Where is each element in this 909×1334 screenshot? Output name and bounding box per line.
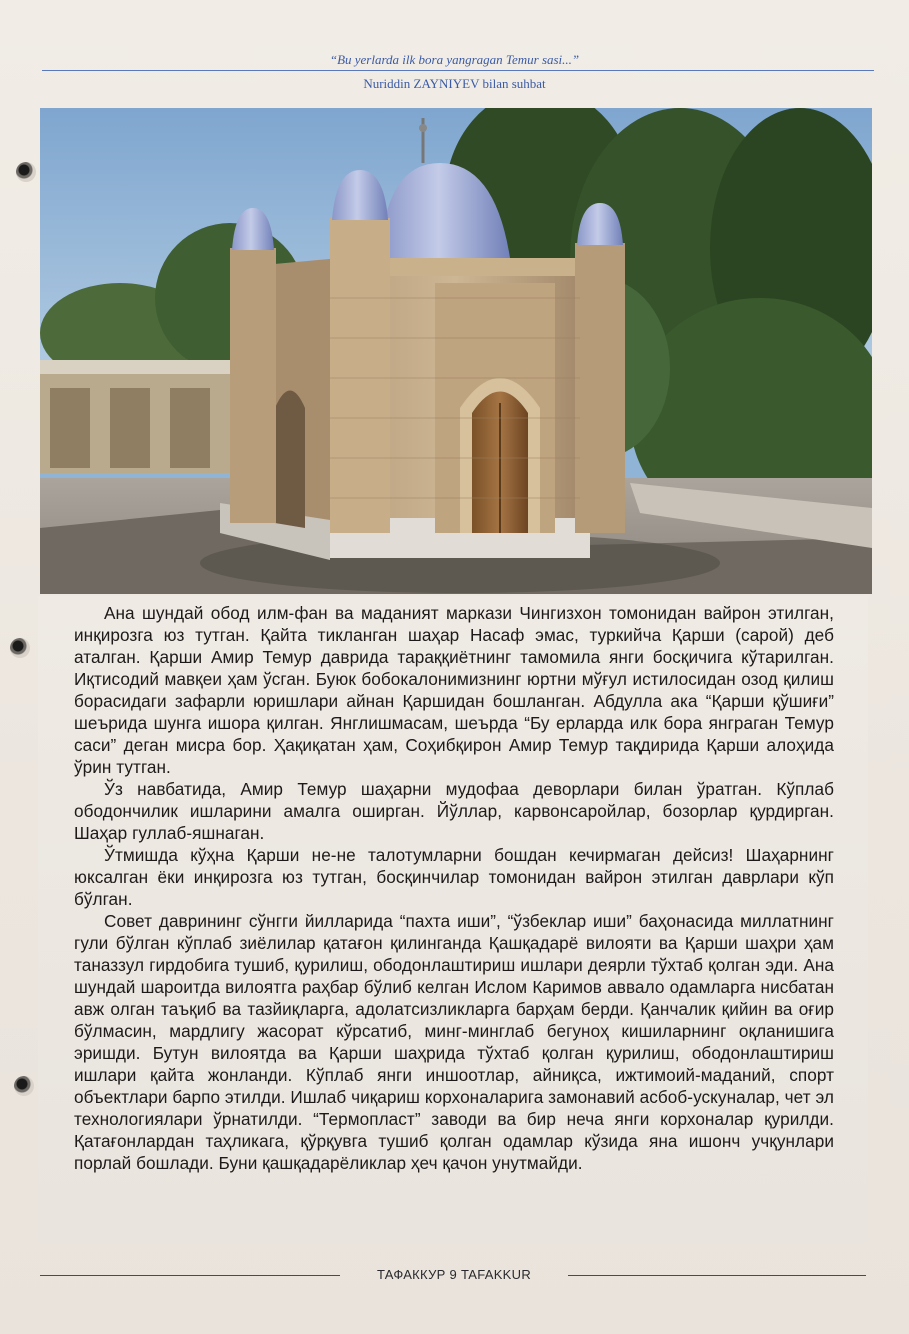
header-rule [42, 70, 874, 71]
paragraph: Ўз навбатида, Амир Темур шаҳарни мудофаа деворлари билан ўратган. Кўплаб ободончилик ишларини амалга оширган. Йўллар, карвонсаройлар, бозорлар қурдирган. Шаҳар гуллаб-яшнаган. [74, 779, 834, 843]
punch-hole-top [16, 162, 36, 182]
footer-rule-right [568, 1275, 866, 1276]
punch-hole-bottom [14, 1076, 34, 1096]
article-body [74, 602, 834, 1174]
punch-hole-middle [10, 638, 30, 658]
paragraph: Совет даврининг сўнгги йилларида “пахта иши”, “ўзбеклар иши” баҳонасида миллатнинг гули бўлган кўплаб зиёлилар қатағон қилинганда Қашқадарё вилояти ва Қарши шаҳри ҳам таназзул гирдобига тушиб, қурилиш, ободонлаштириш ишлари деярли тўхтаб қолган эди. Ана шундай шароитда вилоятга раҳбар бўлиб келган Ислом Каримов аввало одамларга нисбатан авж олган таъқиб ва тазйиқларга, адолатсизликларга барҳам берди. Қанчалик қийин ва оғир бўлмасин, мардлигу жасорат кўрсатиб, минг-минглаб бегуноҳ кишиларнинг оқланишига эришди. Бутун вилоятда ва Қарши шаҳрида тўхтаб қолган қурилиш, ободонлаштириш ишлари қайта жонланди. Кўплаб янги иншоотлар, айниқса, ижтимоий-маданий, спорт объектлари барпо этилди. Ишлаб чиқариш корхоналарига замонавий асбоб-ускуналар, чет эл технологиялари ўрнатилди. “Термопласт” заводи ва бир неча янги корхоналар қурилди. Қатағонлардан таҳликага, қўрқувга тушиб қолган одамлар кўзида яна ишонч учқунлари порлай бошлади. Буни қашқадарёликлар ҳеч қачон унутмайди. [74, 911, 834, 1173]
header-quote: “Bu yerlarda ilk bora yangragan Temur sasi...” [329, 52, 580, 67]
running-header [0, 52, 909, 68]
header-author: Nuriddin ZAYNIYEV bilan suhbat [363, 76, 546, 91]
footer-rule-left [40, 1275, 340, 1276]
page-footer: ТАФАККУР 9 TAFAKKUR [376, 1267, 532, 1282]
paragraph: Ўтмишда кўҳна Қарши не-не талотумларни бошдан кечирмаган дейсиз! Шаҳарнинг юксалган ёки инқирозга юз тутган, босқинчилар томонидан вайрон этилган даврлари кўп бўлган. [74, 845, 834, 909]
paragraph: Ана шундай обод илм-фан ва маданият маркази Чингизхон томонидан вайрон этилган, инқирозга юз тутган. Қайта тикланган шаҳар Насаф эмас, туркийча Қарши (сарой) деб аталган. Қарши Амир Темур даврида тараққиётнинг тамомила янги босқичига кўтарилган. Иқтисодий мавқеи ҳам ўсган. Буюк бобокалонимизнинг юртни мўғул истилосидан озод қилиш борасидаги зафарли юришлари айнан Қаршидан бошланган. Абдулла ака “Қарши қўшиғи” шеърида шунга ишора қилган. Янглишмасам, шеърда “Бу ерларда илк бора янграган Темур саси” деган мисра бор. Ҳақиқатан ҳам, Соҳибқирон Амир Темур тақдирида Қарши алоҳида ўрин тутган. [74, 603, 834, 777]
mausoleum-photo [40, 108, 872, 594]
